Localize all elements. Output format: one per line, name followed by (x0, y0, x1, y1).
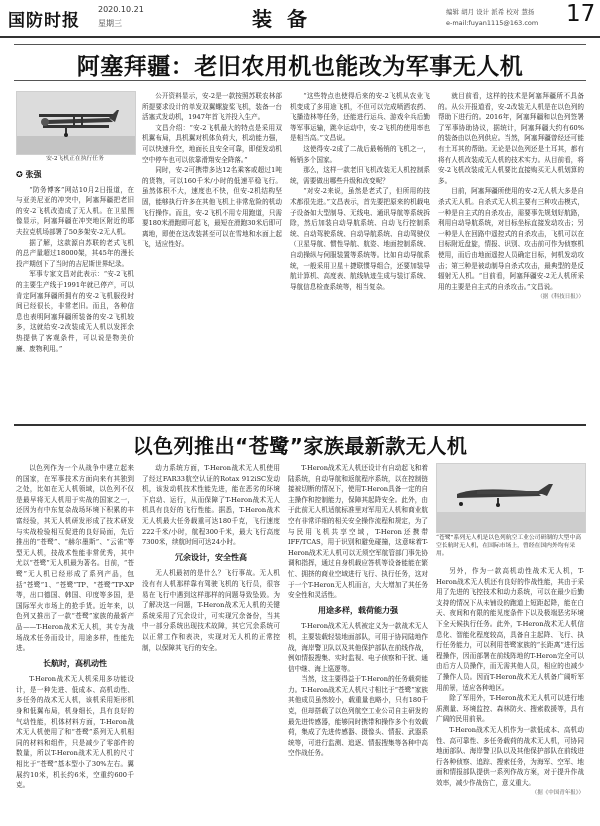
article2-column-3 (288, 463, 428, 823)
article1-paragraph: 军事专家文昌对此表示：“安-2飞机的主要生产线于1991年就已停产，可以肯定阿塞拜疆所拥有的安-2飞机服役时间已经很长，非常老旧。而且，各种信息也表明阿塞拜疆所装备的安-2飞机较多，这就给安-2改装成无人机以发挥余热提供了客观条件，可以说是物美价廉、废物利用。” (16, 270, 134, 353)
article1-paragraph: 那么，这样一款老旧飞机改装无人机控制系统，需要做出哪些升级和改变呢？ (290, 166, 430, 185)
article1-column-2 (142, 91, 282, 421)
section-title: 装 备 (252, 7, 311, 31)
article2-column-1 (16, 463, 134, 823)
article2-source: （据《中国青年报》） (531, 790, 584, 797)
star-icon: ✪ (16, 170, 26, 179)
article2-paragraph: T-Heron战术无人机被定义为一款战术无人机，主要装载轻装地面部队，可用于协同陆地作战，海岸警卫队以及其他保护部队在前线作战，例如情报搜集、实时监视、电子侦察和干扰、通信中继、海上巡逻等。 (288, 622, 428, 673)
article1-paragraph: 就目前看，这样的技术是阿塞拜疆所不具备的。从公开报道看，安-2改装无人机是在以色列的帮助下进行的。2016年，阿塞拜疆和以色列签署了军事协助协议，据统计，阿塞拜疆大约有60%的装备由以色列供应。当然，阿塞拜疆曾经还可能有土耳其的帮助。无论是以色列还是土耳其，都有将有人机改装成无人机的技术实力。从目前看，将安-2飞机改装成无人机要比直接购买无人机划算的多。 (438, 92, 584, 185)
article1-source: （据《科技日报》） (537, 294, 584, 301)
article2-paragraph: 当然，这主要得益于T-Heron的任务载荷能力。T-Heron战术无人机尺寸相比于“苍鹭”家族其他成员虽然较小，载重量也略小，只有180千克，但却搭载了以色列航空工业公司自主研发的最先进传感器，能够同时携带和操作多个有效载荷，集成了先进传感器、摄像头、情报、武器系统等，可进行监测、追逐、情报搜集等各种中高空作战任务。 (288, 675, 428, 758)
article2-paragraph: T-Heron战术无人机还设计有自动起飞和着陆系统，自动导航和返航程序系统，以在控制链接被切断的情况下，使用T-Heron具备一定的自主操作和控制能力，保障其起降安全。此外，由于此前无人机适航标准里对军用无人机和商业航空有非常详细的相关安全操作流程和规定，为了与民用飞机共享空域，T-Heron还携带IFF/TCAS，用于识别和避免碰撞，这意味着T-Heron战术无人机可以无须空军航管部门事先协调和指挥，通过自身机载应答机等设备能能在繁忙、拥挤的商业空域进行飞行、执行任务，这对于一个T-Heron无人机而言，大大增加了其任务安全性和灵活性。 (288, 464, 428, 600)
article1-paragraph: 同时，安-2可携带多达12名乘客或超过1吨的货物，可以160千米/小时的低速平稳飞行。虽然体积不大，速度也不快，但安-2机结构坚固，能够执行许多在其他飞机上非常危险的机动飞行操作。而且，安-2飞机不用专用跑道，只需要180米滑跑即可起飞，最短在滑跑30米后即可离地，即使在这改装甚至可以在雪地和水面上起飞，适应性好。 (142, 166, 282, 249)
article1-paragraph: 目前，阿塞拜疆所使用的安-2无人机大多是自杀式无人机。自杀式无人机主要有三种攻击模式，一种是自主式的自杀攻击，需要事先规划好航路，利用自动导航系统，对目标坐标直接发动攻击；另一种是人在回路中遥控式的自杀攻击，飞机可以在目标附近盘旋，情报、识别、攻击前可作为侦察机使用，而后由地面遥控人员确定目标，何机发动攻击；第三种是被动制导自杀式攻击，最典型的是反辐射无人机。“目前看，阿塞拜疆安-2无人机所采用的主要是自主式的自杀攻击。”文昌说。 (438, 187, 584, 291)
article1-column-4 (438, 91, 584, 421)
an2-aircraft-photo (16, 91, 136, 155)
headline-rule-top (14, 44, 586, 45)
byline-name: 张强 (25, 170, 42, 179)
article2-column-4 (436, 566, 584, 824)
article2-subhead: 冗余设计，安全性高 (175, 552, 247, 562)
article1-paragraph: 据了解，这款源自苏联的老式飞机的总产量超过18000架，其45年的漫长投产期创下了当时的吉尼斯世界纪录。 (16, 238, 134, 268)
byline (16, 170, 134, 181)
editor-email: e-mail:fuyan1115@163.com (446, 19, 539, 27)
issue-weekday: 星期三 (98, 19, 122, 28)
editor-credits: 编辑 胡月 设计 派希 校对 慧扬 (446, 8, 535, 16)
article2-photo-caption: “苍鹭”系列无人机是以色列航空工业公司研制的大型中高空长航时无人机，在国际市场上，曾经在国内外均有采用。 (436, 535, 582, 557)
headline-rule-bottom (14, 80, 586, 81)
article2-paragraph: 另外，作为一款高机动性战术无人机，T-Heron战术无人机还有良好的作战性能，其由于采用了先进的飞控技术和动力系统，可以在最少后勤支持的情况下从未铺设的跑道上短距起降，能在白天、夜间和有限的能见度条件下以及极端恶劣环境下全天候执行任务。此外，T-Heron战术无人机信息化、智能化程度较高，具备自主起降、飞行、执行任务能力，可以利用苍鹭家族的“长距离”进行远程操作，因而部署在前线阵地的T-Heron完全可以由后方人员操作，而无需其他人员，相应的也减少了操作人员。因而T-Heron战术无人机备广阔听军用前景，适应各种地区。 (436, 567, 584, 692)
article1-column-3 (290, 91, 430, 421)
t-heron-drone-photo (436, 463, 586, 533)
article1-paragraph: “对安-2来说，虽然是老式了，但所用的技术都很先进。”文昌表示，首先要把原来的机载电子设备如大型制导、无线电、通讯导航等系统拆除，然后加装自动导航系统、自动飞行控制系统、自动驾驶系统、自动导航系统、自动驾驶仪（卫星导航、惯性导航、航姿、地面控制系统、自动操纵与伺服装置等系统等。比如自动导航系统，一般采用卫星＋捷联惯导组合，还要加装导航计算机、高度表、航线轨迹生成与装订系统、导航信息检查系统等，相当复杂。 (290, 187, 430, 291)
newspaper-logo: 国防时报 (8, 11, 80, 31)
article2-paragraph: 动力系统方面，T-Heron战术无人机使用了经过FAR33航空认证的Rotax 912iSC发动机，该发动机技术性能先进，能在恶劣的环境下启动、运行，从而保障了T-Heron战术无人机具有良好的飞行性能。据悉，T-Heron战术无人机最大任务载重可达180千克，飞行速度222千米/小时，航程300千米，最大飞行高度7300米，续航时间可达24小时。 (142, 464, 280, 547)
drone-icon (437, 464, 585, 532)
an2-biplane-icon (17, 92, 135, 154)
issue-date: 2020.10.21 (98, 5, 144, 14)
article1-paragraph: 文昌介绍：“安-2飞机最大的特点是采用双机翼布局，具机翼对机体负荷大，机动能力强，可以快速升空，地面长且安全可靠，即便发动机空中停车也可以依靠滑翔安全降落。” (142, 123, 282, 164)
article1-paragraph: 这使得安-2成了二战后最畅销的飞机之一，畅销多个国家。 (290, 144, 430, 164)
article1-headline: 阿塞拜疆：老旧农用机也能改为军事无人机 (76, 54, 524, 80)
article2-column-2 (142, 463, 280, 823)
article1-paragraph: 公开资料显示，安-2是一款按照苏联农林部所提要求设计的单发双翼螺旋桨飞机，装备一台活塞式发动机，1947年首飞并投入生产。 (142, 92, 282, 122)
article2-subhead: 用途多样，载荷能力强 (318, 605, 398, 615)
article1-column-1 (16, 166, 134, 416)
article-separator (14, 424, 586, 426)
article2-paragraph: T-Heron战术无人机采用多功能设计，是一种先进、低成本、高机动性、多任务的战术无人机，该机采用矩形机身和低翼布局，机身细长，具有良好的气动性能，机体材料方面，T-Heron战术无人机使用了和“苍鹭”系列无人机相同的材料和组件，只是减少了零部件的数量，所以T-Heron战术无人机的尺寸相比于“苍鹭”基本型小了30%左右。翼展约10米，机长约6米，空重约600千克。 (16, 675, 134, 790)
article2-paragraph: T-Heron战术无人机作为一款低成本、高机动性、高可靠性、多任务载荷的战术无人机，可协同地面部队、海岸警卫队以及其他保护部队在前线进行各种侦察、追踪、搜索任务，为海军、空军、地面和情报部队提供一系列作战方案，对于提升作战效率，减少作战伤亡，意义重大。 (436, 725, 584, 787)
article2-paragraph: 除了军用外，T-Heron战术无人机可以进行地质测量、环境监控、森林防火、搜索救援等，具有广阔的民用前景。 (436, 694, 584, 724)
article1-paragraph: “这些特点也使得后来的安-2飞机从农业飞机变成了多用途飞机，不但可以完成喷洒农药、飞播造林等任务，还能进行运兵、游戏伞兵后勤等军事运输，跳伞运动中，安-2飞机的使用率也是相当高。”文昌说。 (290, 92, 430, 143)
article2-headline: 以色列推出“苍鹭”家族最新款无人机 (132, 434, 468, 458)
article1-photo-caption: 安-2飞机正在执行任务 (46, 156, 104, 162)
article2-subhead: 长航时，高机动性 (43, 658, 107, 668)
article2-paragraph: 无人机最初的是什么？飞行事故。无人机没有有人机那样靠有驾驶飞机的飞行员，很容易在飞行中遇到这样那样的问题导致坠毁。为了解决这一问题，T-Heron战术无人机的关键系统采用了冗余设计，可实现冗余备份，当其中一部分系统出现技术故障，其它冗余系统可以正常工作和表决，实现对无人机的正常控制，以保障其飞行的安全。 (142, 569, 280, 652)
article2-intro: 以色列作为一个从战争中建立起来的国家，在军事技术方面向来有其独到之处，比如在无人机领域，以色列不仅是最早将无人机用于实战的国家之一，还因为有中东复杂战场环境下积累的丰富经验，其无人机研发形成了技术研发与实战检验相互促进的良好局面，先后推出的“苍鹭”、“赫尔墨斯”、“云雀”等型无人机，技战术性能非常优秀，其中尤以“苍鹭”无人机最为著名。目前，“苍鹭”无人机已经形成了系列产品，包括“苍鹭”1、“苍鹭”TP、“苍鹭”TP-XP等，出口德国、韩国、印度等多国，是国际军火市场上的抢手货。近年来，以色列又推出了一款“苍鹭”家族的最新产品——T-Heron战术无人机，其专为战场战术任务而设计，用途多样，性能先进。 (16, 464, 134, 653)
article1-paragraph: “防务博客”网站10月2日报道，在与亚美尼亚的冲突中，阿塞拜疆把老旧的安-2飞机改造成了无人机。在卫星图像显示，阿塞拜疆在冲突地区附近的耶夫拉克机场部署了50多架安-2无人机。 (16, 185, 134, 236)
page-number: 17 (566, 1, 596, 27)
